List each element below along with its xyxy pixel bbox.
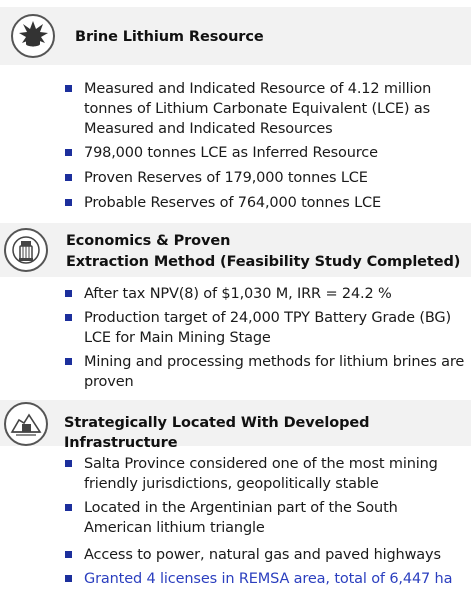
list-item: 798,000 tonnes LCE as Inferred Resource [84,143,468,163]
list-item: Probable Reserves of 764,000 tonnes LCE [84,193,468,213]
bullet-square-icon [65,314,72,321]
list-item: Mining and processing methods for lithium brines are proven [84,352,468,392]
bullet-square-icon [65,149,72,156]
list-item: After tax NPV(8) of $1,030 M, IRR = 24.2 % [84,284,468,304]
list-item: Proven Reserves of 179,000 tonnes LCE [84,168,468,188]
bullet-square-icon [65,460,72,467]
explosion-icon [11,14,55,58]
bullet-square-icon [65,358,72,365]
list-item: Salta Province considered one of the most mining friendly jurisdictions, geopolitically stable [84,454,468,494]
bullet-square-icon [65,551,72,558]
list-item: Measured and Indicated Resource of 4.12 million tonnes of Lithium Carbonate Equivalent (LCE) as Measured and Indicated Resources [84,79,468,139]
list-item-highlight: Granted 4 licenses in REMSA area, total of 6,447 ha [84,569,468,589]
mine-entrance-icon [4,402,48,446]
bullet-square-icon [65,85,72,92]
bullet-square-icon [65,290,72,297]
section-title-economics-line1: Economics & Proven [66,233,231,249]
mining-lamp-icon [4,228,48,272]
bullet-square-icon [65,199,72,206]
list-item: Access to power, natural gas and paved highways [84,545,468,565]
section-title-resource: Brine Lithium Resource [75,29,264,45]
bullet-square-icon [65,174,72,181]
list-item: Located in the Argentinian part of the South American lithium triangle [84,498,468,538]
section-title-location: Strategically Located With Developed Infrastructure [64,415,370,451]
section-title-economics-line2: Extraction Method (Feasibility Study Completed) [66,254,461,270]
bullet-square-icon [65,575,72,582]
bullet-square-icon [65,504,72,511]
list-item: Production target of 24,000 TPY Battery Grade (BG) LCE for Main Mining Stage [84,308,468,348]
